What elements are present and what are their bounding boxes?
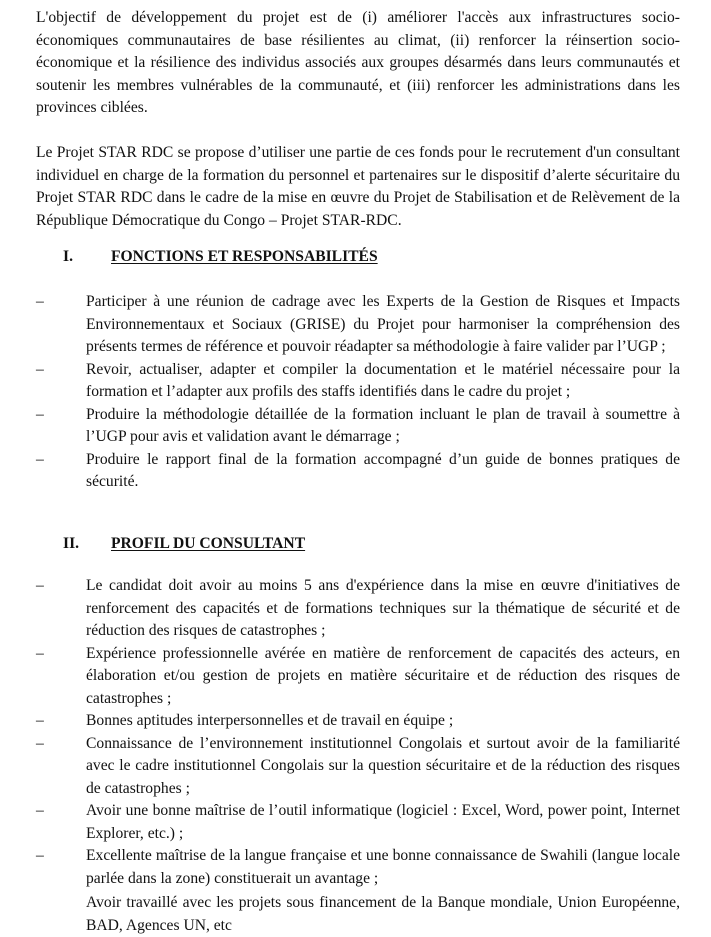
dash-bullet: –: [36, 293, 44, 310]
list-item: [36, 710, 680, 733]
responsibilities-list: [36, 291, 680, 494]
list-item-text: Participer à une réunion de cadrage avec les Experts de la Gestion de Risques et Impacts Environnementaux et Sociaux (GRISE) du Projet pour harmoniser la compréhension des présents termes de référence et pouvoir réadapter sa méthodologie à faire valider par l’UGP ;: [86, 293, 680, 355]
list-item-text: Avoir travaillé avec les projets sous financement de la Banque mondiale, Union Européenne, BAD, Agences UN, etc: [86, 894, 680, 934]
section-number: II.: [63, 535, 80, 552]
list-item-text: Bonnes aptitudes interpersonnelles et de travail en équipe ;: [86, 712, 454, 729]
dash-bullet: –: [36, 802, 44, 819]
list-item: [36, 733, 680, 801]
section-number: I.: [63, 248, 73, 265]
objective-paragraph: L'objectif de développement du projet est de (i) améliorer l'accès aux infrastructures socio-économiques communautaires de base résilientes au climat, (ii) renforcer la réinsertion socio-économique et la résilience des individus associés aux groupes désarmés dans leurs communautés et soutenir les membres vulnérables de la communauté, et (iii) renforcer les administrations dans les provinces ciblées.: [36, 9, 680, 116]
list-item: [36, 892, 680, 937]
list-item-text: Connaissance de l’environnement institutionnel Congolais et surtout avoir de la familiarité avec le cadre institutionnel Congolais sur la question sécuritaire et de la réduction des risques de catastrophes ;: [86, 734, 680, 797]
list-item-text: Produire la méthodologie détaillée de la formation incluant le plan de travail à soumettre à l’UGP pour avis et validation avant le démarrage ;: [86, 405, 680, 445]
dash-bullet: –: [36, 405, 44, 423]
section-title: FONCTIONS ET RESPONSABILITÉS: [111, 248, 378, 265]
section-heading-profil: [63, 533, 305, 556]
profile-list: [36, 575, 680, 937]
list-item: [36, 291, 680, 359]
dash-bullet: –: [36, 644, 44, 662]
list-item-text: Excellente maîtrise de la langue française et une bonne connaissance de Swahili (langue locale parlée dans la zone) constituerait un avantage ;: [86, 847, 680, 887]
list-item-text: Produire le rapport final de la formation accompagné d’un guide de bonnes pratiques de sécurité.: [86, 450, 680, 490]
dash-bullet: –: [36, 712, 44, 729]
list-item-text: Le candidat doit avoir au moins 5 ans d'expérience dans la mise en œuvre d'initiatives de renforcement des capacités et de formations techniques sur la thématique de sécurité et de réduction des risques de catastrophes ;: [86, 577, 680, 639]
list-item: [36, 643, 680, 711]
dash-bullet: –: [36, 360, 44, 378]
list-item: [36, 359, 680, 404]
section-title: PROFIL DU CONSULTANT: [111, 535, 306, 552]
list-item: [36, 449, 680, 494]
list-item: [36, 404, 680, 449]
dash-bullet: –: [36, 577, 44, 594]
purpose-paragraph: Le Projet STAR RDC se propose d’utiliser une partie de ces fonds pour le recrutement d'un consultant individuel en charge de la formation du personnel et partenaires sur le dispositif d’alerte sécuritaire du Projet STAR RDC dans le cadre de la mise en œuvre du Projet de Stabilisation et de Relèvement de la République Démocratique du Congo – Projet STAR-RDC.: [36, 144, 680, 229]
list-item: [36, 575, 680, 643]
dash-bullet: –: [36, 734, 44, 752]
dash-bullet: –: [36, 450, 44, 468]
list-item-text: Avoir une bonne maîtrise de l’outil informatique (logiciel : Excel, Word, power point, Internet Explorer, etc.) ;: [86, 802, 680, 842]
dash-bullet: –: [36, 847, 44, 864]
list-item-text: Revoir, actualiser, adapter et compiler la documentation et le matériel nécessaire pour la formation et l’adapter aux profils des staffs identifiés dans le cadre du projet ;: [86, 360, 680, 400]
list-item-text: Expérience professionnelle avérée en matière de renforcement de capacités des acteurs, en élaboration et/ou gestion de projets en matière sécuritaire et de réduction des risques de catastrophes ;: [86, 644, 680, 707]
section-heading-fonctions: [63, 246, 378, 269]
list-item: [36, 800, 680, 845]
list-item: [36, 845, 680, 890]
